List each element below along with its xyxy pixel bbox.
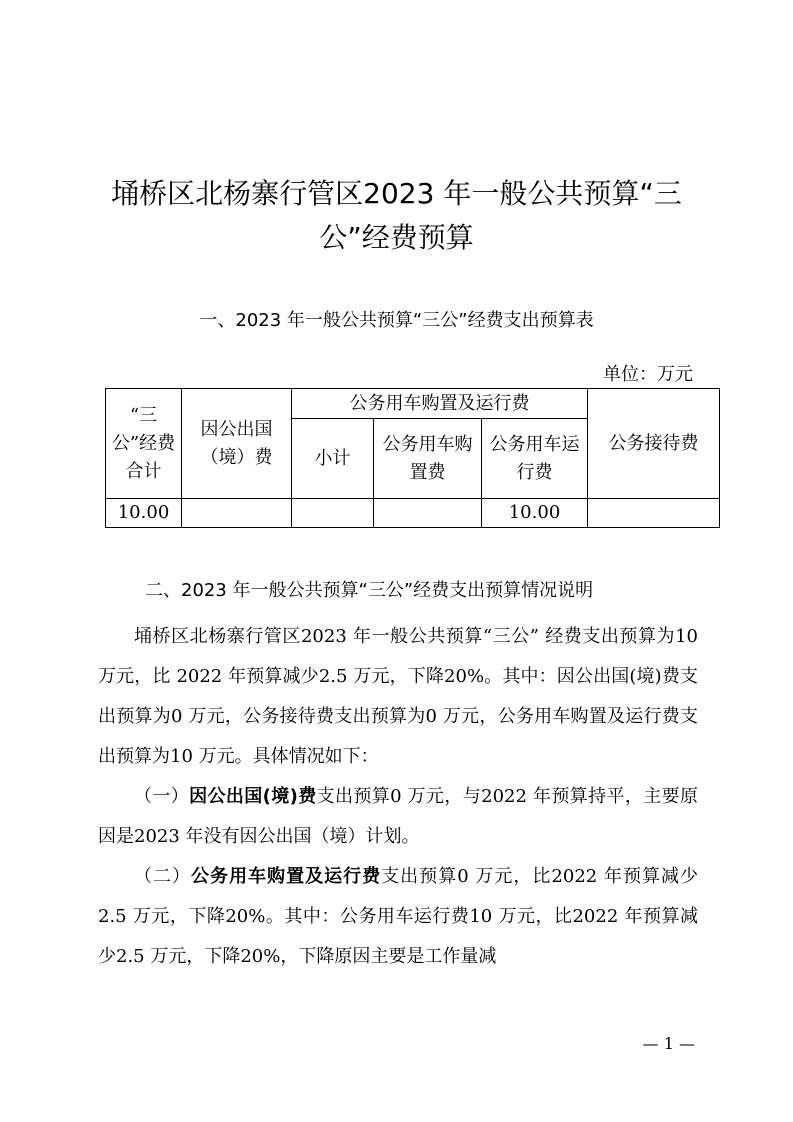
header-abroad: 因公出国（境）费 <box>182 389 292 499</box>
header-vehicle-group: 公务用车购置及运行费 <box>292 389 588 419</box>
header-vehicle-purchase: 公务用车购置费 <box>374 419 482 499</box>
unit-label: 单位：万元 <box>603 364 693 385</box>
section2-heading: 二、2023 年一般公共预算“三公”经费支出预算情况说明 <box>145 580 594 601</box>
cell-vehicle-purchase <box>374 499 482 528</box>
header-vehicle-operation: 公务用车运行费 <box>482 419 588 499</box>
header-reception: 公务接待费 <box>588 389 720 499</box>
paragraph-abroad <box>98 777 698 857</box>
paragraph-vehicle <box>98 857 698 977</box>
paragraph-abroad-term: 因公出国(境)费 <box>189 786 317 807</box>
cell-reception <box>588 499 720 528</box>
paragraph-vehicle-term: 公务用车购置及运行费 <box>191 866 382 887</box>
cell-abroad <box>182 499 292 528</box>
paragraph-summary: 埇桥区北杨寨行管区2023 年一般公共预算“三公” 经费支出预算为10 万元，比 2022 年预算减少2.5 万元，下降20%。其中：因公出国(境)费支出预算为0 万元，公务接待费支出预算为0 万元，公务用车购置及运行费支出预算为10 万元。具体情况如下： <box>98 626 698 767</box>
body-text <box>98 617 698 977</box>
paragraph-vehicle-text: 支出预算0 万元，比2022 年预算减少2.5 万元，下降20%。其中：公务用车运行费10 万元，比2022 年预算减少2.5 万元，下降20%，下降原因主要是工作量减 <box>98 866 699 967</box>
page-number: — 1 — <box>642 1034 695 1053</box>
paragraph-abroad-text: 支出预算0 万元，与2022 年预算持平，主要原因是2023 年没有因公出国（境）计划。 <box>98 786 699 847</box>
paragraph-abroad-prefix: （一） <box>134 786 190 807</box>
header-total: “三公”经费合计 <box>106 389 182 499</box>
cell-total: 10.00 <box>106 499 182 528</box>
section1-heading: 一、2023 年一般公共预算“三公”经费支出预算表 <box>199 310 594 331</box>
document-title: 埇桥区北杨寨行管区2023 年一般公共预算“三公”经费预算 <box>111 177 682 254</box>
budget-table <box>105 388 720 528</box>
paragraph-vehicle-prefix: （二） <box>134 866 192 887</box>
cell-subtotal <box>292 499 374 528</box>
header-subtotal: 小计 <box>292 419 374 499</box>
cell-vehicle-operation: 10.00 <box>482 499 588 528</box>
